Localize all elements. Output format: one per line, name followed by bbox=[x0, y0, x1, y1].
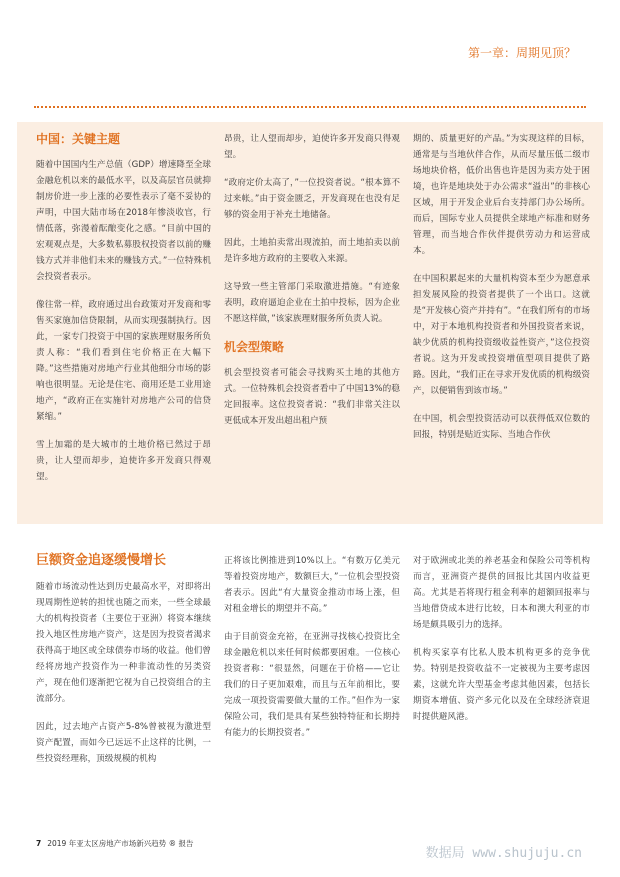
paragraph: 因此，过去地产占资产5-8%曾被视为激进型资产配置，而如今已远远不止这样的比例，一些投资经理称，顶级规模的机构 bbox=[36, 722, 211, 764]
dotted-divider bbox=[34, 106, 586, 108]
column-3 bbox=[413, 131, 590, 443]
watermark: 数据局 www.shujuju.cn bbox=[425, 846, 582, 861]
paragraph: 期的、质量更好的产品。”为实现这样的目标，通常是与当地伙伴合作，从而尽量压低二级市场地块价格，低价出售也许是因为卖方处于困境，也许是地块处于办公需求“溢出”的非核心区域，用于开发企业后台支持部门办公场所。而后，国际专业人员提供全球地产标准和财务管理，而当地合作伙伴提供劳动力和运营成本。 bbox=[413, 134, 590, 256]
paragraph: 正将该比例推进到10%以上。“有数万亿美元等着投资房地产，数额巨大，”一位机会型投资者表示。因此“有大量资金推动市场上涨，但对租金增长的期望并不高。” bbox=[224, 556, 400, 614]
section-heading-opportunistic: 机会型策略 bbox=[224, 340, 285, 354]
paragraph: “政府定价太高了，”一位投资者说。“根本算不过来帐。”由于资金匮乏，开发商现在也没有足够的资金用于补充土地储备。 bbox=[224, 178, 400, 220]
column-5 bbox=[224, 553, 400, 741]
column-2 bbox=[224, 131, 400, 445]
column-6 bbox=[413, 553, 590, 725]
paragraph: 像往常一样，政府通过出台政策对开发商和零售买家施加信贷限制，从而实现强制执行。因此，一家专门投资于中国的家族理财服务所负责人称：“我们看到住宅价格正在大幅下降。”这些措施对房地产行业其他细分市场的影响也很明显。无论是住宅、商用还是工业用途地产，“政府正在实施针对房地产公司的信贷紧缩。” bbox=[36, 300, 211, 422]
report-title: 2019 年亚太区房地产市场新兴趋势 ® 报告 bbox=[47, 839, 194, 848]
page-number: 7 bbox=[36, 839, 42, 848]
paragraph: 昂贵，让人望而却步，迫使许多开发商只得观望。 bbox=[224, 134, 400, 160]
paragraph: 雪上加霜的是大城市的土地价格已然过于昂贵，让人望而却步，迫使许多开发商只得观望。 bbox=[36, 440, 211, 482]
paragraph: 在中国，机会型投资活动可以获得低双位数的回报，特别是贴近实际、当地合作伙 bbox=[413, 414, 590, 440]
paragraph: 随着市场流动性达到历史最高水平，对即将出现周期性逆转的担忧也随之而来，一些全球最大的机构投资者（主要位于亚洲）将资本继续投入地区性房地产资产，这是因为投资者渴求获得高于地区或全球债券市场的收益。他们曾经将房地产投资作为一种非流动性的另类资产，现在他们逐渐把它视为自己投资组合的主流部分。 bbox=[36, 582, 211, 704]
section-heading-capital: 巨额资金追逐缓慢增长 bbox=[36, 553, 167, 568]
column-1 bbox=[36, 131, 211, 482]
paragraph: 在中国积累起来的大量机构资本至少为愿意承担发展风险的投资者提供了一个出口。这就是“开发核心资产并持有”。“在我们所有的市场中，对于本地机构投资者和外国投资者来说，缺少优质的机构投资级收益性资产，”这位投资者说。这为开发或投资增值型项目提供了路路。因此，“我们正在寻求开发优质的机构级资产，以便销售到该市场。” bbox=[413, 274, 590, 396]
page-footer bbox=[36, 838, 193, 849]
paragraph: 因此，土地拍卖常出现流拍，而土地拍卖以前是许多地方政府的主要收入来源。 bbox=[224, 238, 400, 264]
paragraph: 随着中国国内生产总值（GDP）增速降至全球金融危机以来的最低水平，以及高层官员就抑制房价进一步上涨的必要性表示了毫不妥协的声明，中国大陆市场在2018年惨淡收官，行情低落，弥漫着酝酿变化之感。“目前中国的宏观观点是，大多数私募股权投资者以前的赚钱方式并非他们未来的赚钱方式。”一位特殊机会投资者表示。 bbox=[36, 160, 211, 282]
section-heading-china: 中国：关键主题 bbox=[36, 132, 121, 146]
chapter-name: 周期见顶？ bbox=[515, 46, 576, 60]
paragraph: 这导致一些主管部门采取激进措施。“有迹象表明，政府逼迫企业在土拍中投标，因为企业不愿这样做，”该家族理财服务所负责人说。 bbox=[224, 282, 400, 324]
paragraph: 机会型投资者可能会寻找购买土地的其他方式。一位特殊机会投资者看中了中国13%的稳定回报率。这位投资者说：“我们非常关注以更低成本开发出超出租户预 bbox=[224, 368, 400, 426]
chapter-label: 第一章： bbox=[467, 46, 516, 60]
paragraph: 机构买家享有比私人股本机构更多的竞争优势。特别是投资收益不一定被视为主要考虑因素，这就允许大型基金考虑其他因素，包括长期资本增值、资产多元化以及在全球经济衰退时提供避风港。 bbox=[413, 648, 590, 722]
chapter-title bbox=[468, 44, 576, 61]
paragraph: 由于目前资金充裕，在亚洲寻找核心投资比全球金融危机以来任何时候都要困难。一位核心投资者称：“很显然，问题在于价格——它让我们的日子更加艰难，而且与五年前相比，要完成一项投资需要做大量的工作。”但作为一家保险公司，我们是具有某些独特特征和长期持有能力的长期投资者。” bbox=[224, 632, 400, 738]
paragraph: 对于欧洲或北美的养老基金和保险公司等机构而言，亚洲资产提供的回报比其国内收益更高。尤其是若将现行租金利率的超额回报率与当地借贷成本进行比较，日本和澳大利亚的市场是颇具吸引力的选择。 bbox=[413, 556, 590, 630]
column-4 bbox=[36, 553, 211, 767]
